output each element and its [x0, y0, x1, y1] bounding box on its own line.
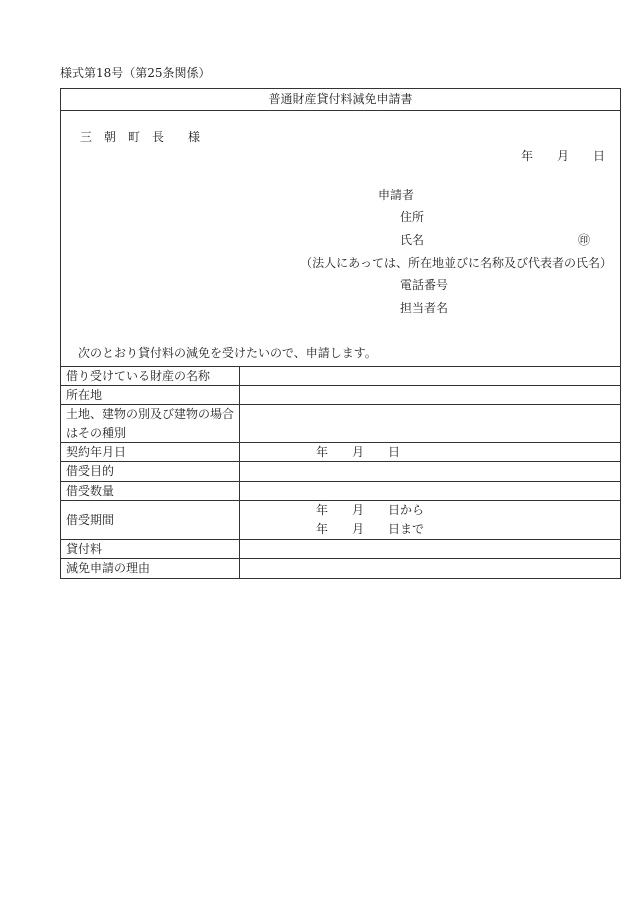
form-title: 普通財産貸付料減免申請書	[61, 89, 620, 111]
address-label: 住所	[400, 210, 425, 224]
table-row-lease-fee	[61, 540, 620, 559]
row-label-text: 貸付料	[66, 541, 103, 556]
row-label	[61, 443, 240, 461]
submission-date: 年 月 日	[520, 149, 605, 163]
row-value	[240, 482, 620, 500]
row-value	[240, 540, 620, 558]
row-value-text: 年 月 日から	[316, 503, 425, 517]
row-value	[240, 443, 620, 461]
row-label-text: 借受期間	[66, 512, 115, 527]
table-row-reduction-reason	[61, 559, 620, 578]
row-label	[61, 559, 240, 578]
row-value-text: 年 月 日まで	[316, 522, 425, 536]
row-value	[240, 559, 620, 578]
table-row-quantity	[61, 482, 620, 501]
row-value	[240, 405, 620, 442]
details-table	[61, 367, 620, 578]
table-row-location	[61, 386, 620, 405]
applicant-heading: 申請者	[378, 188, 415, 202]
table-row-lease-period	[61, 501, 620, 540]
row-value	[240, 501, 620, 539]
row-label-text: 減免申請の理由	[66, 561, 151, 575]
request-statement: 次のとおり貸付料の減免を受けたいので、申請します。	[78, 346, 377, 360]
corporate-note: （法人にあっては、所在地並びに名称及び代表者の氏名）	[300, 256, 612, 270]
row-label-text: 借り受けている財産の名称	[66, 368, 211, 383]
row-label	[61, 405, 240, 442]
form-number: 様式第18号（第25条関係）	[60, 66, 211, 80]
row-label	[61, 540, 240, 558]
row-label-text: 借受目的	[66, 464, 115, 478]
row-label	[61, 482, 240, 500]
contact-person-label: 担当者名	[400, 301, 449, 315]
table-row-contract-date	[61, 443, 620, 462]
row-value	[240, 367, 620, 385]
row-label	[61, 462, 240, 481]
row-label-text: 借受数量	[66, 483, 115, 498]
seal-mark-icon: ㊞	[578, 233, 591, 247]
row-value	[240, 462, 620, 481]
addressee: 三 朝 町 長 様	[80, 130, 201, 144]
table-row-property-type	[61, 405, 620, 443]
row-value-text: 年 月 日	[316, 444, 401, 459]
row-value	[240, 386, 620, 404]
row-label	[61, 386, 240, 404]
row-label	[61, 367, 240, 385]
phone-label: 電話番号	[400, 278, 449, 292]
table-row-property-name	[61, 367, 620, 386]
row-label-text: 土地、建物の別及び建物の場合	[66, 406, 235, 421]
applicant-header-block	[61, 111, 620, 367]
table-row-purpose	[61, 462, 620, 482]
row-label-text: 所在地	[66, 387, 103, 402]
name-label: 氏名	[400, 233, 425, 247]
row-label	[61, 501, 240, 539]
row-label-text: 契約年月日	[66, 444, 127, 459]
application-form	[60, 88, 621, 579]
row-label-text: はその種別	[66, 425, 127, 440]
